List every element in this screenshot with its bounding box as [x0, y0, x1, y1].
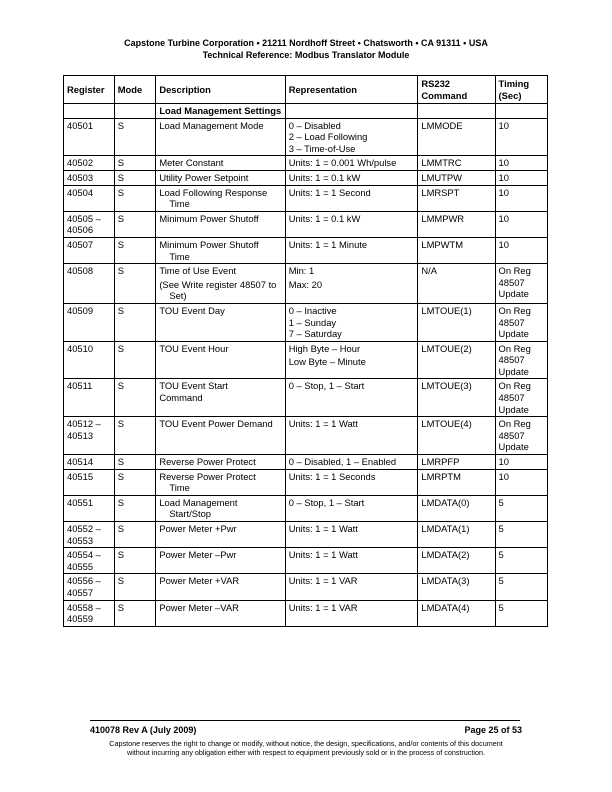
footer-doc-id: 410078 Rev A (July 2009): [90, 725, 197, 735]
description-cell: [156, 170, 285, 185]
description-line: TOU Event Power Demand: [159, 418, 273, 430]
description-cell: [156, 237, 285, 263]
description-line: Power Meter –Pwr: [159, 549, 237, 561]
description-line: Reverse Power Protect: [159, 456, 256, 468]
mode-cell: S: [114, 118, 156, 156]
register-line: 40506: [67, 224, 94, 236]
timing-line: 5: [498, 549, 504, 561]
timing-cell: [495, 600, 547, 626]
timing-cell: [495, 495, 547, 521]
register-line: 40556 –: [67, 575, 101, 587]
timing-line: 10: [498, 238, 509, 250]
mode-cell: S: [114, 156, 156, 171]
timing-line: 10: [498, 157, 509, 169]
mode-cell: S: [114, 600, 156, 626]
table-row: [64, 455, 548, 470]
timing-line: 5: [498, 496, 504, 508]
register-cell: [64, 303, 115, 341]
representation-line: Units: 1 = 0.001 Wh/pulse: [288, 157, 397, 169]
representation-line: 3 – Time-of-Use: [288, 142, 356, 154]
description-cell: [156, 574, 285, 600]
representation-line: 0 – Stop, 1 – Start: [288, 496, 365, 508]
description-line: Meter Constant: [159, 157, 224, 169]
mode-cell: S: [114, 341, 156, 379]
description-cell: [156, 118, 285, 156]
representation-cell: [285, 379, 418, 417]
mode-cell: S: [114, 469, 156, 495]
description-line: Start/Stop: [169, 508, 212, 520]
representation-line: 0 – Inactive: [288, 304, 337, 316]
register-cell: [64, 211, 115, 237]
header-subtitle: Technical Reference: Modbus Translator Module: [202, 50, 410, 60]
timing-cell: [495, 264, 547, 304]
description-cell: [156, 522, 285, 548]
mode-cell: S: [114, 303, 156, 341]
representation-line: 2 – Load Following: [288, 131, 368, 143]
register-line: 40554 –: [67, 549, 101, 561]
representation-line: High Byte – Hour: [288, 342, 361, 354]
disclaimer-line: without incurring any obligation either with respect to equipment previously sold or in the process of construction.: [127, 748, 485, 757]
table-row: [64, 574, 548, 600]
register-cell: [64, 522, 115, 548]
register-cell: [64, 118, 115, 156]
table-row: [64, 237, 548, 263]
register-cell: [64, 548, 115, 574]
representation-cell: [285, 455, 418, 470]
register-cell: [64, 495, 115, 521]
representation-line: Low Byte – Minute: [288, 356, 366, 368]
representation-cell: [285, 522, 418, 548]
rs232-command-cell: LMDATA(4): [418, 600, 495, 626]
representation-cell: [285, 156, 418, 171]
register-cell: [64, 417, 115, 455]
timing-line: 5: [498, 523, 504, 534]
description-cell: [156, 211, 285, 237]
rs232-command-cell: LMMODE: [418, 118, 495, 156]
register-line: 40505 –: [67, 212, 101, 224]
col-header-description: Description: [156, 76, 285, 104]
timing-line: On Reg: [498, 342, 531, 354]
description-cell: [156, 379, 285, 417]
table-row: [64, 211, 548, 237]
mode-cell: S: [114, 185, 156, 211]
description-line: Load Management: [159, 496, 238, 508]
col-header-rs232-command: RS232 Command: [418, 76, 495, 104]
timing-cell: [495, 417, 547, 455]
representation-cell: [285, 237, 418, 263]
section-title: Load Management Settings: [156, 104, 285, 119]
col-header-representation: Representation: [285, 76, 418, 104]
description-line: Set): [169, 290, 187, 302]
description-cell: [156, 548, 285, 574]
timing-line: 10: [498, 186, 509, 198]
timing-line: 10: [498, 119, 509, 131]
description-line: Utility Power Setpoint: [159, 171, 249, 183]
description-line: TOU Event Hour: [159, 342, 229, 354]
register-line: 40501: [67, 119, 94, 131]
timing-line: Update: [498, 288, 529, 300]
rs232-command-cell: LMDATA(0): [418, 495, 495, 521]
timing-line: Update: [498, 403, 529, 415]
register-line: 40555: [67, 560, 94, 572]
timing-cell: [495, 548, 547, 574]
table-row: [64, 469, 548, 495]
representation-line: 0 – Stop, 1 – Start: [288, 380, 365, 392]
description-line: Power Meter +Pwr: [159, 523, 237, 534]
description-line: Reverse Power Protect: [159, 470, 256, 482]
representation-cell: [285, 170, 418, 185]
col-header-timing: Timing (Sec): [495, 76, 547, 104]
representation-line: 7 – Saturday: [288, 328, 342, 340]
timing-line: Update: [498, 328, 529, 340]
register-cell: [64, 341, 115, 379]
footer-divider: [90, 720, 520, 721]
timing-line: 10: [498, 171, 509, 183]
timing-line: On Reg: [498, 380, 531, 392]
description-line: Minimum Power Shutoff: [159, 212, 259, 224]
timing-cell: [495, 379, 547, 417]
timing-line: 48507: [498, 429, 525, 441]
table-row: [64, 185, 548, 211]
timing-line: On Reg: [498, 418, 531, 430]
description-cell: [156, 341, 285, 379]
representation-cell: [285, 548, 418, 574]
register-cell: [64, 237, 115, 263]
register-cell: [64, 455, 115, 470]
register-line: 40515: [67, 470, 94, 482]
rs232-command-cell: LMPWTM: [418, 237, 495, 263]
representation-cell: [285, 469, 418, 495]
timing-line: 10: [498, 212, 509, 224]
register-line: 40558 –: [67, 601, 101, 613]
description-line: (See Write register 48507 to: [159, 278, 277, 290]
section-row: [64, 104, 548, 119]
register-line: 40552 –: [67, 523, 101, 534]
representation-cell: [285, 185, 418, 211]
table-row: [64, 600, 548, 626]
representation-line: Units: 1 = 0.1 kW: [288, 212, 361, 224]
description-line: Time: [169, 198, 190, 210]
mode-cell: S: [114, 455, 156, 470]
disclaimer-line: Capstone reserves the right to change or modify, without notice, the design, specifications, and/or contents of this document: [109, 739, 503, 748]
representation-cell: [285, 417, 418, 455]
timing-cell: [495, 185, 547, 211]
timing-line: On Reg: [498, 304, 531, 316]
register-line: 40512 –: [67, 418, 101, 430]
description-cell: [156, 185, 285, 211]
col-header-mode: Mode: [114, 76, 156, 104]
rs232-command-cell: LMTOUE(2): [418, 341, 495, 379]
register-line: 40513: [67, 429, 94, 441]
description-cell: [156, 303, 285, 341]
rs232-command-cell: LMRPFP: [418, 455, 495, 470]
representation-cell: [285, 495, 418, 521]
description-line: Power Meter +VAR: [159, 575, 240, 587]
description-line: Time: [169, 250, 190, 262]
description-cell: [156, 600, 285, 626]
register-cell: [64, 156, 115, 171]
timing-line: Update: [498, 441, 529, 453]
description-cell: [156, 264, 285, 304]
table-row: [64, 341, 548, 379]
register-line: 40557: [67, 586, 94, 598]
timing-cell: [495, 237, 547, 263]
table-row: [64, 118, 548, 156]
representation-cell: [285, 303, 418, 341]
register-cell: [64, 469, 115, 495]
mode-cell: S: [114, 379, 156, 417]
mode-cell: S: [114, 237, 156, 263]
rs232-command-cell: LMTOUE(1): [418, 303, 495, 341]
description-cell: [156, 495, 285, 521]
register-line: 40511: [67, 380, 93, 392]
timing-line: 10: [498, 470, 509, 482]
description-cell: [156, 156, 285, 171]
representation-line: Units: 1 = 1 Watt: [288, 549, 358, 561]
register-line: 40507: [67, 238, 94, 250]
rs232-command-cell: N/A: [418, 264, 495, 304]
timing-cell: [495, 341, 547, 379]
description-line: TOU Event Day: [159, 304, 225, 316]
timing-line: 48507: [498, 354, 525, 366]
register-line: 40559: [67, 613, 94, 625]
register-cell: [64, 379, 115, 417]
rs232-command-cell: LMMTRC: [418, 156, 495, 171]
mode-cell: S: [114, 417, 156, 455]
page-header: [0, 37, 612, 61]
table-row: [64, 170, 548, 185]
description-line: Time of Use Event: [159, 265, 237, 277]
timing-line: 5: [498, 575, 504, 587]
table-row: [64, 156, 548, 171]
description-cell: [156, 417, 285, 455]
table-row: [64, 379, 548, 417]
representation-cell: [285, 341, 418, 379]
representation-line: 0 – Disabled: [288, 119, 341, 131]
description-line: Load Management Mode: [159, 119, 264, 131]
representation-cell: [285, 574, 418, 600]
representation-line: Units: 1 = 1 Minute: [288, 238, 368, 250]
representation-line: Units: 1 = 1 Watt: [288, 523, 358, 534]
representation-cell: [285, 118, 418, 156]
representation-line: Units: 1 = 1 Watt: [288, 418, 358, 430]
representation-line: Units: 1 = 0.1 kW: [288, 171, 361, 183]
register-cell: [64, 170, 115, 185]
description-line: Minimum Power Shutoff: [159, 238, 259, 250]
rs232-command-cell: LMDATA(2): [418, 548, 495, 574]
header-address: Capstone Turbine Corporation • 21211 Nordhoff Street • Chatsworth • CA 91311 • USA: [124, 38, 488, 48]
mode-cell: S: [114, 264, 156, 304]
register-line: 40551: [67, 496, 94, 508]
timing-line: Update: [498, 365, 529, 377]
mode-cell: S: [114, 170, 156, 185]
register-cell: [64, 600, 115, 626]
register-line: 40504: [67, 186, 94, 198]
table-row: [64, 522, 548, 548]
description-line: TOU Event Start: [159, 380, 228, 392]
representation-line: Min: 1: [288, 265, 315, 277]
rs232-command-cell: LMDATA(3): [418, 574, 495, 600]
timing-line: 48507: [498, 276, 525, 288]
timing-cell: [495, 469, 547, 495]
rs232-command-cell: LMRSPT: [418, 185, 495, 211]
timing-cell: [495, 156, 547, 171]
timing-cell: [495, 118, 547, 156]
mode-cell: S: [114, 548, 156, 574]
rs232-command-cell: LMRPTM: [418, 469, 495, 495]
register-line: 40553: [67, 534, 94, 546]
timing-line: 5: [498, 601, 504, 613]
table-row: [64, 264, 548, 304]
representation-line: Units: 1 = 1 Second: [288, 186, 371, 198]
timing-line: 48507: [498, 392, 525, 404]
representation-line: Max: 20: [288, 278, 323, 290]
mode-cell: S: [114, 495, 156, 521]
mode-cell: S: [114, 522, 156, 548]
representation-cell: [285, 211, 418, 237]
description-cell: [156, 469, 285, 495]
description-line: Command: [159, 392, 203, 404]
timing-cell: [495, 170, 547, 185]
footer-page-number: Page 25 of 53: [464, 725, 522, 735]
col-header-register: Register: [64, 76, 115, 104]
description-line: Power Meter –VAR: [159, 601, 239, 613]
register-table: [63, 75, 548, 627]
representation-cell: [285, 600, 418, 626]
representation-line: 1 – Sunday: [288, 316, 337, 328]
representation-line: Units: 1 = 1 Seconds: [288, 470, 376, 482]
table-row: [64, 548, 548, 574]
mode-cell: S: [114, 211, 156, 237]
mode-cell: S: [114, 574, 156, 600]
timing-cell: [495, 522, 547, 548]
register-cell: [64, 574, 115, 600]
timing-line: On Reg: [498, 265, 531, 277]
timing-cell: [495, 455, 547, 470]
timing-cell: [495, 211, 547, 237]
representation-line: Units: 1 = 1 VAR: [288, 601, 358, 613]
register-cell: [64, 185, 115, 211]
rs232-command-cell: LMTOUE(4): [418, 417, 495, 455]
timing-cell: [495, 303, 547, 341]
rs232-command-cell: LMTOUE(3): [418, 379, 495, 417]
representation-line: 0 – Disabled, 1 – Enabled: [288, 456, 397, 468]
register-line: 40510: [67, 342, 94, 354]
register-line: 40503: [67, 171, 94, 183]
rs232-command-cell: LMUTPW: [418, 170, 495, 185]
footer-disclaimer: [0, 739, 612, 757]
table-row: [64, 495, 548, 521]
table-header-row: [64, 76, 548, 104]
table-row: [64, 417, 548, 455]
register-line: 40502: [67, 157, 94, 169]
timing-line: 10: [498, 456, 509, 468]
description-cell: [156, 455, 285, 470]
rs232-command-cell: LMDATA(1): [418, 522, 495, 548]
rs232-command-cell: LMMPWR: [418, 211, 495, 237]
representation-line: Units: 1 = 1 VAR: [288, 575, 358, 587]
representation-cell: [285, 264, 418, 304]
table-row: [64, 303, 548, 341]
register-cell: [64, 264, 115, 304]
register-line: 40509: [67, 304, 94, 316]
description-line: Load Following Response: [159, 186, 268, 198]
register-line: 40514: [67, 456, 94, 468]
register-line: 40508: [67, 265, 94, 277]
timing-line: 48507: [498, 316, 525, 328]
description-line: Time: [169, 482, 190, 494]
timing-cell: [495, 574, 547, 600]
